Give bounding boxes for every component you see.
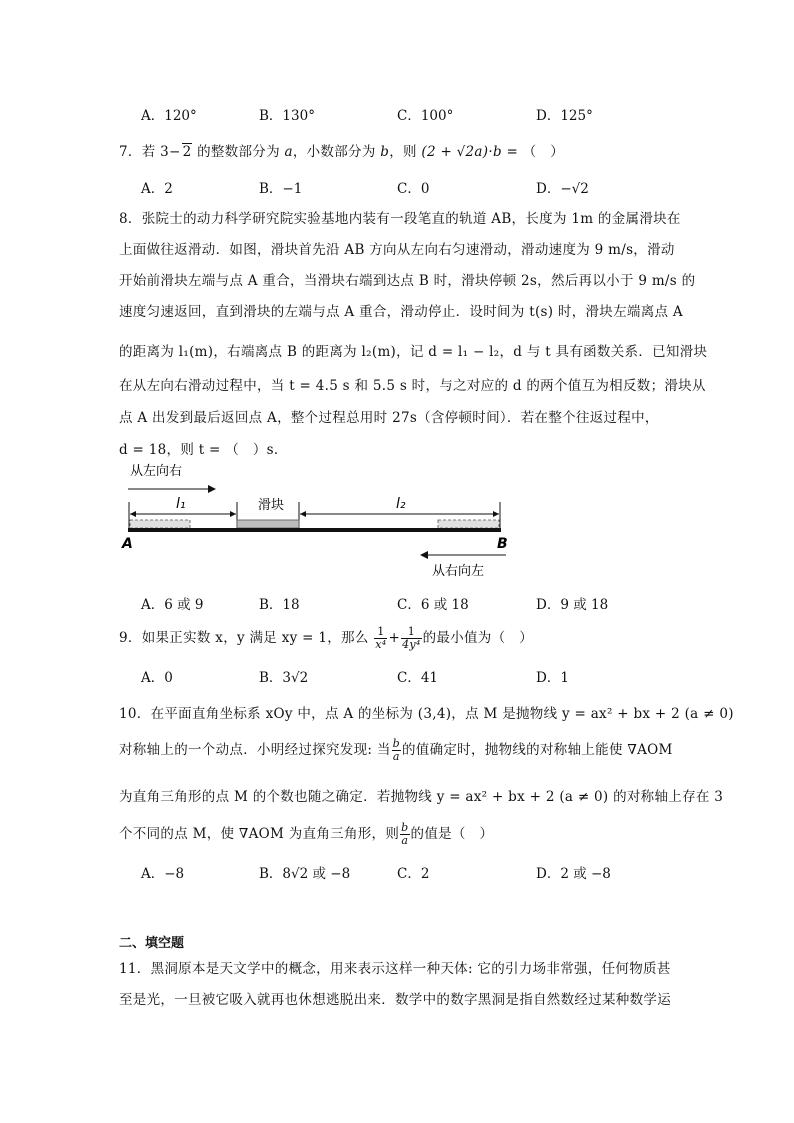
q7-stem <box>119 140 564 160</box>
label-l2: l₂ <box>396 496 406 512</box>
q7-suffix: = （ ） <box>501 144 565 160</box>
q6-option-a: A．120° <box>141 108 197 124</box>
q9-stem <box>119 626 533 651</box>
q7-mid1: 的整数部分为 <box>192 144 285 160</box>
q7-mid3: ，则 <box>389 144 422 160</box>
q7-option-a: A．2 <box>141 181 173 197</box>
q8-line-7: 点 A 出发到最后返回点 A，整个过程总用时 27s（含停顿时间）．若在整个往返过程中， <box>119 410 659 426</box>
slider-block <box>237 520 299 528</box>
q9-option-d: D．1 <box>536 670 569 686</box>
q8-figure <box>118 462 518 582</box>
q6-option-b: B．130° <box>259 108 315 124</box>
q9-fraction-2: $\frac{1}{\text{4y⁴}}$ <box>402 625 421 651</box>
q9-option-b: B．3√2 <box>259 670 309 686</box>
q6-option-d: D．125° <box>536 108 593 124</box>
q9-fraction-1: $\frac{1}{\text{x⁴}}$ <box>375 625 387 651</box>
arrowhead-right-icon <box>208 485 216 493</box>
q8-option-c: C．6 或 18 <box>397 597 469 613</box>
q10-line-4: 个不同的点 M，使 ∇AOM 为直角三角形，则 $\frac{b}{a}$ 的值是（ ） <box>119 821 494 847</box>
track-ab <box>128 528 501 532</box>
q10-fraction-1: $\frac{b}{a}$ <box>392 737 400 763</box>
q8-line-1: 8．张院士的动力科学研究院实验基地内装有一段笔直的轨道 AB，长度为 1m 的金属滑块在 <box>119 211 681 227</box>
q8-line-3: 开始前滑块左端与点 A 重合，当滑块右端到达点 B 时，滑块停顿 2s，然后再以小于 9 m/s 的 <box>119 273 696 289</box>
q7-mid2: ，小数部分为 <box>292 144 381 160</box>
q7-sqrt: 2 <box>182 144 192 160</box>
q8-line-8: d = 18，则 t = （ ）s． <box>119 442 288 458</box>
q7-option-c: C．0 <box>397 181 430 197</box>
q9-option-a: A．0 <box>141 670 173 686</box>
q8-option-d: D．9 或 18 <box>536 597 609 613</box>
q9-suffix: 的最小值为（ ） <box>422 630 534 646</box>
label-l1: l₁ <box>176 496 186 512</box>
arrowhead-left-icon <box>420 551 428 559</box>
q10-option-c: C．2 <box>397 866 430 882</box>
q7-var-b: b <box>380 144 390 160</box>
q10-fraction-2: $\frac{b}{a}$ <box>401 821 409 847</box>
section-title: 二、填空题 <box>119 936 185 951</box>
q8-option-b: B．18 <box>259 597 300 613</box>
q6-option-c: C．100° <box>397 108 454 124</box>
q9-prefix: 9．如果正实数 x，y 满足 xy = 1，那么 <box>119 630 369 646</box>
slider-ghost-right <box>438 520 499 528</box>
q8-line-4: 速度匀速返回，直到滑块的左端与点 A 重合，滑动停止．设时间为 t(s) 时，滑块左端离点 A <box>119 304 683 320</box>
slider-ghost-left <box>130 520 190 528</box>
q8-line-6: 在从左向右滑动过程中，当 t = 4.5 s 和 5.5 s 时，与之对应的 d 的两个值互为相反数；滑块从 <box>119 378 706 394</box>
q10-line-2: 对称轴上的一个动点．小明经过探究发现: 当 $\frac{b}{a}$ 的值确定时，抛物线的对称轴上能使 ∇AOM <box>119 737 673 763</box>
q7-option-b: B．−1 <box>259 181 303 197</box>
q8-line-5: 的距离为 l₁(m)，右端离点 B 的距离为 l₂(m)，记 d = l₁ − l₂，d 与 t 具有函数关系．已知滑块 <box>119 344 708 360</box>
q8-option-a: A．6 或 9 <box>141 597 204 613</box>
q7-prefix: 7．若 3− <box>119 144 181 160</box>
label-right-to-left: 从右向左 <box>432 564 485 579</box>
q10-line-1: 10．在平面直角坐标系 xOy 中，点 A 的坐标为 (3,4)，点 M 是抛物线 y = ax² + bx + 2 (a ≠ 0) <box>119 706 734 722</box>
q7-var-a: a <box>284 144 293 160</box>
q10-line-3: 为直角三角形的点 M 的个数也随之确定．若抛物线 y = ax² + bx + 2 (a ≠ 0) 的对称轴上存在 3 <box>119 789 724 805</box>
label-slider: 滑块 <box>258 498 285 513</box>
q10-option-b: B．8√2 或 −8 <box>259 866 351 882</box>
q7-expr: (2 + √2a)·b <box>421 144 502 160</box>
label-point-b: B <box>497 536 508 552</box>
q10-option-a: A．−8 <box>141 866 185 882</box>
label-left-to-right: 从左向右 <box>130 464 183 479</box>
q11-line-2: 至是光，一旦被它吸入就再也休想逃脱出来．数学中的数字黑洞是指自然数经过某种数学运 <box>119 992 671 1008</box>
q9-option-c: C．41 <box>397 670 439 686</box>
label-point-a: A <box>122 536 133 552</box>
q11-line-1: 11．黑洞原本是天文学中的概念，用来表示这样一种天体: 它的引力场非常强，任何物质甚 <box>119 961 671 977</box>
q7-option-d: D．−√2 <box>536 181 589 197</box>
q8-line-2: 上面做往返滑动．如图，滑块首先沿 AB 方向从左向右匀速滑动，滑动速度为 9 m/s，滑动 <box>119 242 675 258</box>
q10-option-d: D．2 或 −8 <box>536 866 611 882</box>
q9-plus: + <box>388 630 401 646</box>
